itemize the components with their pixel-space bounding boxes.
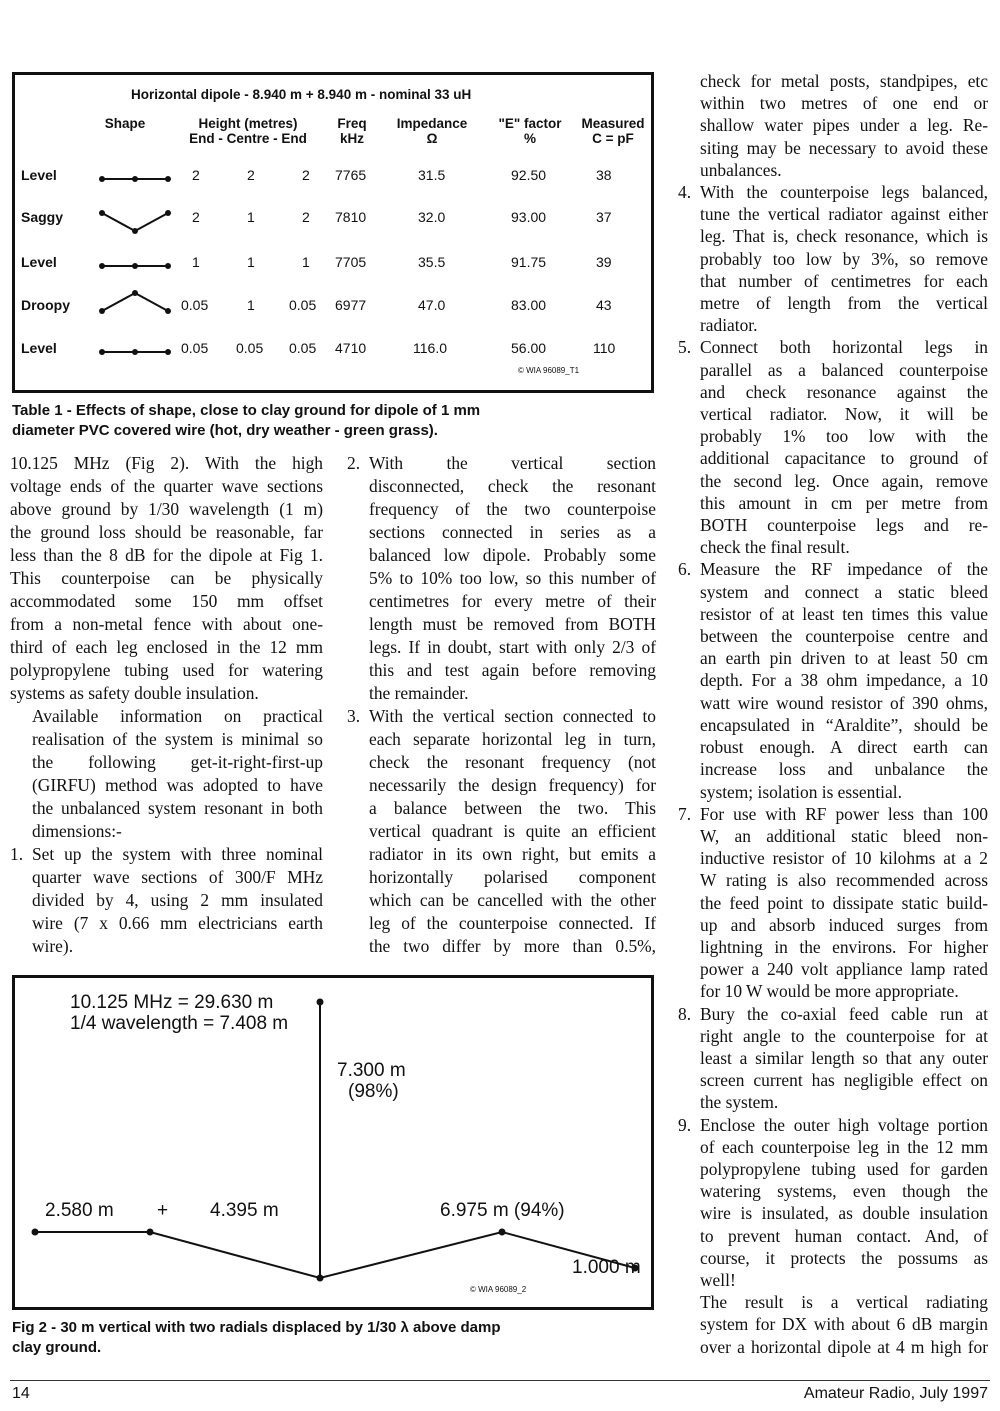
header-impedance-unit: Ω xyxy=(426,131,438,146)
cell-centre: 1 xyxy=(247,254,255,270)
text-line: inductive resistor of 10 kilohms at a 2 xyxy=(700,848,988,869)
text-line: depth. For a 38 ohm impedance, a 10 xyxy=(700,670,988,691)
text-line: voltage ends of the quarter wave sections xyxy=(10,476,323,496)
text-line: polypropylene tubing used for garden xyxy=(700,1158,988,1179)
cell-end1: 1 xyxy=(192,254,200,270)
list-number: 4. xyxy=(678,182,692,203)
header-measured: Measured xyxy=(581,116,645,131)
text-line: metre of length from the vertical xyxy=(700,293,988,314)
text-line: less than the 8 dB for the dipole at Fig 1. xyxy=(10,545,323,565)
list-item xyxy=(678,1114,988,1292)
header-impedance: Impedance xyxy=(396,116,468,131)
text-line: balanced low dipole. Probably some xyxy=(369,545,656,565)
text-line: disconnected, check the resonant xyxy=(369,476,656,496)
text-line: resistor of at least ten times this value xyxy=(700,603,988,624)
fig-vertical-percent: (98%) xyxy=(348,1081,399,1102)
figure-2 xyxy=(12,975,654,1310)
list-number: 7. xyxy=(678,803,692,824)
row-label: Level xyxy=(21,254,57,270)
numbered-list xyxy=(678,181,988,1291)
text-line: vertical quadrant is quite an efficient xyxy=(369,821,656,841)
text-line: W, an additional static bleed non- xyxy=(700,825,988,846)
fig-right-segment: 6.975 m (94%) xyxy=(440,1200,565,1221)
cell-freq: 6977 xyxy=(335,297,367,313)
text-line: the two differ by more than 0.5%, xyxy=(369,936,656,956)
cell-centre: 1 xyxy=(247,297,255,313)
text-line: With the vertical section xyxy=(369,453,656,473)
text-line: systems as safety double insulation. xyxy=(10,683,259,703)
text-line: dimensions:- xyxy=(32,821,122,841)
header-efactor-unit: % xyxy=(523,131,536,146)
text-line: wire (7 x 0.66 mm electricians earth xyxy=(32,913,323,933)
column-3 xyxy=(678,70,988,1358)
text-line: between the counterpoise centre and xyxy=(700,626,988,647)
cell-c: 110 xyxy=(593,340,616,356)
cell-end2: 0.05 xyxy=(289,297,317,313)
cell-c: 39 xyxy=(596,254,612,270)
cell-end2: 2 xyxy=(302,167,310,183)
text-line: 5% to 10% too low, so this number of xyxy=(369,568,656,588)
text-line: check the resonant frequency (not xyxy=(369,752,656,772)
header-freq: Freq xyxy=(337,116,367,131)
fig-left-segment-a: 2.580 m xyxy=(45,1200,114,1221)
header-height-sub: End - Centre - End xyxy=(189,131,307,146)
shape-droopy-icon xyxy=(98,285,174,319)
cell-efactor: 93.00 xyxy=(511,209,547,225)
text-line: each separate horizontal leg in turn, xyxy=(369,729,656,749)
header-shape: Shape xyxy=(104,116,146,131)
paragraph xyxy=(10,705,323,843)
text-line: above ground by 1/30 wavelength (1 m) xyxy=(10,499,323,519)
text-line: this amount in cm per metre from xyxy=(700,492,988,513)
cell-efactor: 91.75 xyxy=(511,254,547,270)
cell-centre: 0.05 xyxy=(236,340,264,356)
text-line: centimetres for every metre of their xyxy=(369,591,656,611)
text-line: With the vertical section connected to xyxy=(369,706,656,726)
row-label: Level xyxy=(21,167,57,183)
list-number: 8. xyxy=(678,1003,692,1024)
shape-level-icon xyxy=(98,340,174,364)
text-line: check for metal posts, standpipes, etc xyxy=(700,71,988,91)
cell-impedance: 35.5 xyxy=(418,254,446,270)
text-line: system; isolation is essential. xyxy=(700,781,902,802)
cell-efactor: 56.00 xyxy=(511,340,547,356)
cell-centre: 1 xyxy=(247,209,255,225)
text-line: horizontally polarised component xyxy=(369,867,656,887)
fig-copyright: © WIA 96089_2 xyxy=(470,1285,527,1294)
text-line: frequency of the two counterpoise xyxy=(369,499,656,519)
text-line: tune the vertical radiator against either xyxy=(700,204,988,225)
row-label: Droopy xyxy=(21,297,70,313)
text-line: system for DX with about 6 dB margin xyxy=(700,1314,988,1335)
text-line: well! xyxy=(700,1269,736,1290)
text-line: system and connect a static bleed xyxy=(700,581,988,602)
column-2 xyxy=(347,452,656,958)
fig-height: 1.000 m xyxy=(572,1257,641,1278)
list-item: 2. With the vertical section disconnected, check the resonant frequency of the two counterpoise sections connected in series as a balanced low dipole. Probably some 5% to 10% too low, so this number of centimetres for every metre of their length must be removed from BOTH legs. If in doubt, start with only 2/3 of this and test again before removing the remainder. xyxy=(347,453,656,703)
table-title: Horizontal dipole - 8.940 m + 8.940 m - nominal 33 uH xyxy=(131,87,472,102)
fig-plus: + xyxy=(157,1200,169,1221)
paragraph xyxy=(10,452,323,705)
text-line: increase loss and unbalance the xyxy=(700,759,988,780)
text-line: legs. If in doubt, start with only 2/3 of xyxy=(369,637,656,657)
text-line: With the counterpoise legs balanced, xyxy=(700,182,988,203)
text-line: course, it protects the possums as xyxy=(700,1247,988,1268)
cell-impedance: 47.0 xyxy=(418,297,446,313)
text-line: leg of the counterpoise connected. If xyxy=(369,913,656,933)
text-line: encapsulated in “Araldite”, should be xyxy=(700,714,988,735)
cell-freq: 7705 xyxy=(335,254,367,270)
cell-impedance: 31.5 xyxy=(418,167,446,183)
text-line: sections connected in series as a xyxy=(369,522,656,542)
fig-wavelength-label: 1/4 wavelength = 7.408 m xyxy=(70,1013,289,1034)
text-line: lightning in the environs. For higher xyxy=(700,936,988,957)
cell-freq: 4710 xyxy=(335,340,367,356)
table-1 xyxy=(12,72,654,393)
cell-end1: 0.05 xyxy=(181,297,209,313)
text-line: (GIRFU) method was adopted to have xyxy=(32,775,323,795)
text-line: BOTH counterpoise legs and re- xyxy=(700,515,988,536)
text-line: Bury the co-axial feed cable run at xyxy=(700,1003,988,1024)
list-item xyxy=(678,803,988,1003)
header-freq-unit: kHz xyxy=(339,131,364,146)
text-line: Set up the system with three nominal xyxy=(32,844,323,864)
text-line: leg. That is, check resonance, which is xyxy=(700,226,988,247)
text-line: wire). xyxy=(32,936,74,956)
shape-level-icon xyxy=(98,254,174,278)
cell-end1: 2 xyxy=(192,209,200,225)
journal-credit: Amateur Radio, July 1997 xyxy=(803,1385,988,1402)
text-line: realisation of the system is minimal so xyxy=(32,729,323,749)
list-item xyxy=(678,558,988,802)
row-label: Saggy xyxy=(21,209,64,225)
text-line: probably 1% too low with the xyxy=(700,426,988,447)
text-line: screen current has negligible effect on xyxy=(700,1070,988,1091)
text-line: which can be cancelled with the other xyxy=(369,890,656,910)
list-item xyxy=(678,336,988,558)
table-caption: Table 1 - Effects of shape, close to clay ground for dipole of 1 mm diameter PVC covered wire (hot, dry weather - green grass). xyxy=(12,402,481,439)
cell-c: 38 xyxy=(596,167,612,183)
figure-caption: Fig 2 - 30 m vertical with two radials displaced by 1/30 λ above damp clay ground. xyxy=(12,1319,501,1356)
text-line: additional capacitance to ground of xyxy=(700,448,988,469)
text-line: wire is insulated, as double insulation xyxy=(700,1203,988,1224)
cell-freq: 7765 xyxy=(335,167,367,183)
text-line: least a similar length so that any outer xyxy=(700,1047,988,1068)
text-line: Available information on practical xyxy=(32,706,323,726)
shape-level-icon xyxy=(98,167,174,191)
cell-efactor: 83.00 xyxy=(511,297,547,313)
text-line: right angle to the counterpoise for at xyxy=(700,1025,988,1046)
text-line: probably too low by 3%, so remove xyxy=(700,248,988,269)
paragraph xyxy=(678,1291,988,1358)
text-line: from a non-metal fence with about one- xyxy=(10,614,323,634)
text-line: Connect both horizontal legs in xyxy=(700,337,988,358)
fig-left-segment-b: 4.395 m xyxy=(210,1200,279,1221)
list-number: 5. xyxy=(678,337,692,358)
cell-efactor: 92.50 xyxy=(511,167,547,183)
text-line: the system. xyxy=(700,1092,779,1113)
paragraph xyxy=(678,70,988,181)
footer-rule xyxy=(10,1380,990,1381)
text-line: over a horizontal dipole at 4 m high for xyxy=(700,1336,988,1357)
text-line: the feed point to dissipate static build- xyxy=(700,892,988,913)
header-efactor: "E" factor xyxy=(498,116,562,131)
cell-impedance: 116.0 xyxy=(413,340,447,356)
text-line: radiator in its own right, but emits a xyxy=(369,844,656,864)
text-line: quarter wave sections of 300/F MHz xyxy=(32,867,323,887)
text-line: parallel as a balanced counterpoise xyxy=(700,359,988,380)
cell-centre: 2 xyxy=(247,167,255,183)
text-line: watering systems, even though the xyxy=(700,1181,988,1202)
text-line: siting may be necessary to avoid these xyxy=(700,137,988,158)
cell-impedance: 32.0 xyxy=(418,209,446,225)
header-height: Height (metres) xyxy=(198,116,298,131)
shape-saggy-icon xyxy=(98,205,174,239)
page-number: 14 xyxy=(12,1385,30,1402)
text-line: up and absorb induced surges from xyxy=(700,914,988,935)
text-line: For use with RF power less than 100 xyxy=(700,803,988,824)
column-1 xyxy=(10,452,323,958)
text-line: vertical radiator. Now, it will be xyxy=(700,404,988,425)
list-item xyxy=(678,181,988,336)
text-line: length must be removed from BOTH xyxy=(369,614,656,634)
cell-end2: 1 xyxy=(302,254,310,270)
list-item: 1. Set up the system with three nominal quarter wave sections of 300/F MHz divided by 4, using 2 mm insulated wire (7 x 0.66 mm electricians earth wire). xyxy=(10,844,323,956)
cell-c: 43 xyxy=(596,297,612,313)
text-line: an earth pin driven to at least 50 cm xyxy=(700,648,988,669)
text-line: third of each leg enclosed in the 12 mm xyxy=(10,637,323,657)
row-label: Level xyxy=(21,340,57,356)
list-item xyxy=(678,1003,988,1114)
fig-vertical-length: 7.300 m xyxy=(337,1060,406,1081)
text-line: of each counterpoise leg in the 12 mm xyxy=(700,1136,988,1157)
text-line: This counterpoise can be physically xyxy=(10,568,323,588)
text-line: and check resonance against the xyxy=(700,381,988,402)
text-line: radiator. xyxy=(700,315,758,336)
text-line: that number of centimetres for each xyxy=(700,270,988,291)
text-line: a balance between the two. This xyxy=(369,798,656,818)
table-copyright: © WIA 96089_T1 xyxy=(518,366,580,375)
text-line: the remainder. xyxy=(369,683,469,703)
cell-end2: 0.05 xyxy=(289,340,317,356)
text-line: divided by 4, using 2 mm insulated xyxy=(32,890,323,910)
text-line: shallow water pipes under a leg. Re- xyxy=(700,115,988,136)
text-line: the unbalanced system resonant in both xyxy=(32,798,323,818)
text-line: 10.125 MHz (Fig 2). With the high xyxy=(10,453,323,473)
text-line: watt wire wound resistor of 390 ohms, xyxy=(700,692,988,713)
text-line: power a 240 volt appliance lamp rated xyxy=(700,959,988,980)
text-line: Measure the RF impedance of the xyxy=(700,559,988,580)
text-line: the following get-it-right-first-up xyxy=(32,752,323,772)
cell-end1: 0.05 xyxy=(181,340,209,356)
text-line: check the final result. xyxy=(700,537,850,558)
text-line: the second leg. Once again, remove xyxy=(700,470,988,491)
header-measured-unit: C = pF xyxy=(592,131,634,146)
text-line: robust enough. A direct earth can xyxy=(700,737,988,758)
text-line: accommodated some 150 mm offset xyxy=(10,591,323,611)
cell-c: 37 xyxy=(596,209,612,225)
text-line: to prevent human contact. And, of xyxy=(700,1225,988,1246)
text-line: within two metres of one end or xyxy=(700,93,988,114)
list-number: 9. xyxy=(678,1114,692,1135)
cell-end2: 2 xyxy=(302,209,310,225)
text-line: the ground loss should be reasonable, far xyxy=(10,522,323,542)
text-line: this and test again before removing xyxy=(369,660,656,680)
text-line: The result is a vertical radiating xyxy=(700,1292,988,1313)
cell-end1: 2 xyxy=(192,167,200,183)
list-item: 3. With the vertical section connected to each separate horizontal leg in turn, check the resonant frequency (not necessarily the design frequency) for a balance between the two. This vertical quadrant is quite an efficient radiator in its own right, but emits a horizontally polarised component which can be cancelled with the other leg of the counterpoise connected. If the two differ by more than 0.5%, xyxy=(347,706,656,956)
text-line: W rating is also recommended across xyxy=(700,870,988,891)
text-line: unbalances. xyxy=(700,159,782,180)
text-line: polypropylene tubing used for watering xyxy=(10,660,323,680)
text-line: for 10 W would be more appropriate. xyxy=(700,981,959,1002)
fig-frequency-label: 10.125 MHz = 29.630 m xyxy=(70,992,274,1013)
list-number: 6. xyxy=(678,559,692,580)
text-line: necessarily the design frequency) for xyxy=(369,775,656,795)
text-line: Enclose the outer high voltage portion xyxy=(700,1114,988,1135)
cell-freq: 7810 xyxy=(335,209,367,225)
